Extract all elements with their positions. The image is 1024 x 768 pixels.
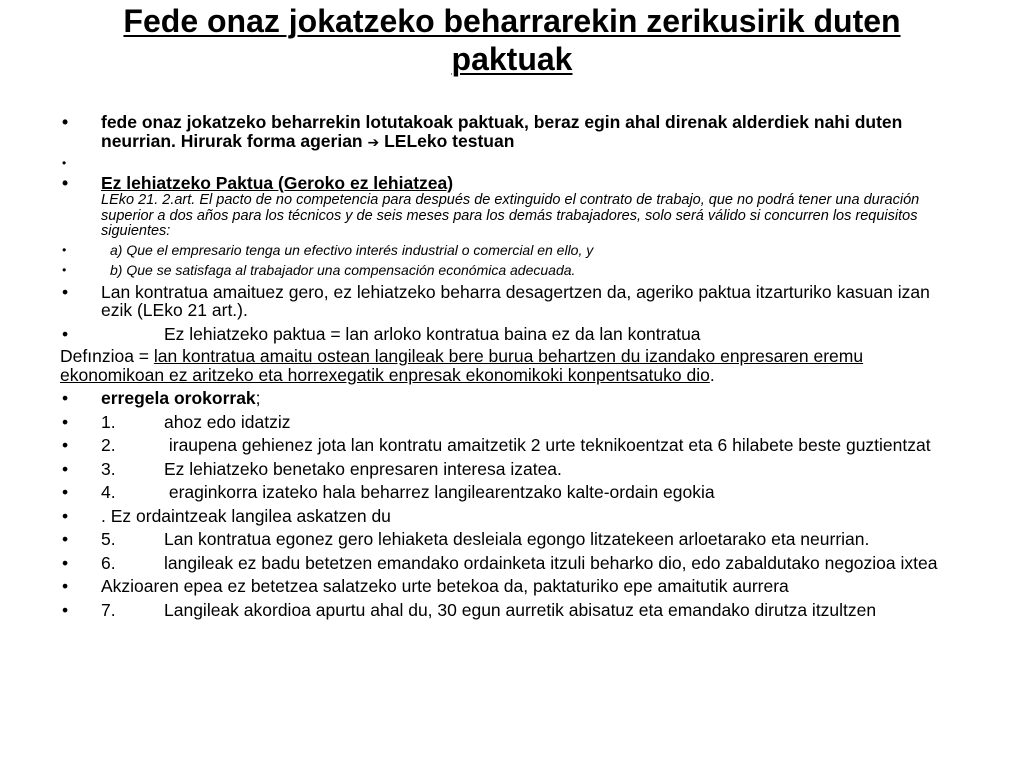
pact-heading: Ez lehiatzeko Paktua (Geroko ez lehiatzea) bbox=[101, 173, 454, 193]
list-item bbox=[62, 413, 962, 432]
item-number: 7. bbox=[101, 599, 116, 620]
bullet: • bbox=[62, 323, 69, 344]
item-number: 6. bbox=[101, 552, 116, 573]
bullet: • bbox=[62, 599, 69, 620]
rules-suffix: ; bbox=[255, 388, 261, 408]
arrow-right-icon: ➔ bbox=[367, 135, 380, 151]
item-text: iraupena gehienez jota lan kontratu amaitzetik 2 urte teknikoentzat eta 6 hilabete beste guztientzat bbox=[164, 435, 931, 455]
item-number: 4. bbox=[101, 482, 116, 502]
item-text: ahoz edo idatziz bbox=[164, 411, 291, 432]
rules-bullet bbox=[62, 389, 962, 408]
definition-label: Defınzioa = bbox=[60, 346, 154, 366]
empty-bullet bbox=[62, 155, 962, 172]
bullet: • bbox=[62, 482, 69, 502]
requisite-a: a) Que el empresario tenga un efectivo interés industrial o comercial en ello, y bbox=[110, 241, 594, 258]
bullet: • bbox=[62, 505, 69, 526]
bullet: • bbox=[62, 156, 67, 170]
bullet: • bbox=[62, 411, 69, 432]
rules-label: erregela orokorrak bbox=[101, 388, 256, 408]
item-number: 3. bbox=[101, 458, 116, 479]
item-number: 5. bbox=[101, 529, 116, 549]
definition-end: . bbox=[709, 364, 715, 385]
bullet: • bbox=[62, 458, 69, 479]
item-number: 2. bbox=[101, 435, 116, 455]
item-text: eraginkorra izateko hala beharrez langilearentzako kalte-ordain egokia bbox=[164, 482, 715, 502]
bullet: • bbox=[62, 576, 69, 596]
rules-list bbox=[62, 413, 962, 620]
item-number: 1. bbox=[101, 411, 116, 432]
slide-content bbox=[62, 113, 962, 619]
ez-lehiatzeko-text: Ez lehiatzeko paktua = lan arloko kontratua baina ez da lan kontratua bbox=[164, 323, 701, 344]
bullet: • bbox=[62, 263, 67, 277]
law-quote: LEko 21. 2.art. El pacto de no competencia para después de extinguido el contrato de trabajo, que no podrá tener una duración superior a dos años para los técnicos y de seis meses para los demás trabajadores, solo será válido si concurren los requisitos siguientes: bbox=[101, 192, 920, 239]
intro-bullet bbox=[62, 113, 962, 153]
bullet: • bbox=[62, 281, 69, 302]
list-item bbox=[62, 483, 962, 502]
bullet: • bbox=[62, 242, 67, 257]
pact-bullet bbox=[62, 174, 962, 240]
bullet: • bbox=[62, 173, 69, 193]
lan-kontratua-text: Lan kontratua amaituez gero, ez lehiatzeko beharra desagertzen da, ageriko paktua itzarturiko kasuan izan ezik (LEko 21 art.). bbox=[101, 281, 930, 320]
list-item bbox=[62, 554, 962, 573]
bullet: • bbox=[62, 388, 69, 408]
requisite-b-bullet bbox=[62, 263, 962, 279]
item-text: Lan kontratua egonez gero lehiaketa desleiala egongo litzatekeen arloetarako eta neurrian. bbox=[164, 529, 870, 549]
list-item bbox=[62, 601, 962, 620]
definition-text: lan kontratua amaitu ostean langileak bere burua behartzen du izandako enpresaren eremu ekonomikoan ez aritzeko eta horrexegatik enpresak ekonomikoki konpentsatuko dio bbox=[60, 346, 864, 385]
list-item bbox=[62, 436, 962, 455]
item-text: langileak ez badu betetzen emandako ordainketa itzuli beharko dio, edo zabaldutako negozioa ixtea bbox=[164, 552, 938, 573]
slide-title: Fede onaz jokatzeko beharrarekin zerikusirik duten paktuak bbox=[123, 3, 901, 77]
list-item bbox=[62, 507, 962, 526]
bullet: • bbox=[62, 435, 69, 455]
item-text: . Ez ordaintzeak langilea askatzen du bbox=[101, 505, 391, 526]
bullet: • bbox=[62, 112, 69, 132]
intro-after-arrow: LELeko testuan bbox=[384, 131, 515, 151]
intro-text: fede onaz jokatzeko beharrekin lotutakoak paktuak, beraz egin ahal direnak alderdiek nahi duten neurrian. Hirurak forma agerian bbox=[101, 112, 903, 151]
ez-lehiatzeko-bullet bbox=[62, 325, 962, 344]
definition-paragraph bbox=[60, 347, 962, 384]
requisite-a-bullet bbox=[62, 243, 962, 259]
bullet: • bbox=[62, 552, 69, 573]
item-text: Akzioaren epea ez betetzea salatzeko urte betekoa da, paktaturiko epe amaitutik aurrera bbox=[101, 576, 789, 596]
bullet: • bbox=[62, 529, 69, 549]
requisite-b: b) Que se satisfaga al trabajador una compensación económica adecuada. bbox=[110, 262, 576, 278]
item-text: Ez lehiatzeko benetako enpresaren interesa izatea. bbox=[164, 458, 562, 479]
item-text: Langileak akordioa apurtu ahal du, 30 egun aurretik abisatuz eta emandako dirutza itzultzen bbox=[164, 599, 877, 620]
lan-kontratua-bullet bbox=[62, 283, 962, 320]
list-item bbox=[62, 577, 962, 596]
list-item bbox=[62, 460, 962, 479]
list-item bbox=[62, 530, 962, 549]
